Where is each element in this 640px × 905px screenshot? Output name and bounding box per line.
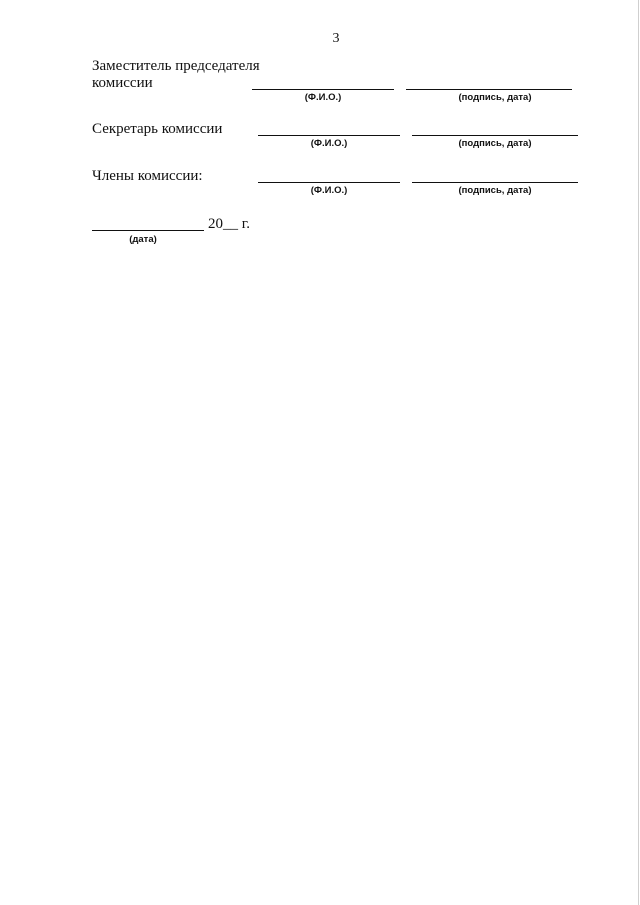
date-year-text: 20__ г. [208, 216, 250, 232]
members-name-caption: (Ф.И.О.) [310, 185, 348, 196]
secretary-name-caption: (Ф.И.О.) [310, 138, 348, 149]
members-name-line [258, 182, 400, 183]
page-number: 3 [332, 31, 340, 46]
deputy-chairman-label: Заместитель председателя комиссии [92, 58, 260, 91]
deputy-chairman-name-caption: (Ф.И.О.) [304, 92, 342, 103]
members-signature-caption: (подпись, дата) [458, 185, 532, 196]
members-signature-line [412, 182, 578, 183]
members-label: Члены комиссии: [92, 168, 203, 184]
page-edge [638, 0, 639, 905]
date-caption: (дата) [129, 234, 157, 245]
secretary-signature-caption: (подпись, дата) [458, 138, 532, 149]
deputy-chairman-signature-caption: (подпись, дата) [458, 92, 532, 103]
secretary-signature-line [412, 135, 578, 136]
deputy-chairman-signature-line [406, 89, 572, 90]
secretary-label: Секретарь комиссии [92, 121, 223, 137]
deputy-chairman-name-line [252, 89, 394, 90]
secretary-name-line [258, 135, 400, 136]
date-line [92, 230, 204, 231]
